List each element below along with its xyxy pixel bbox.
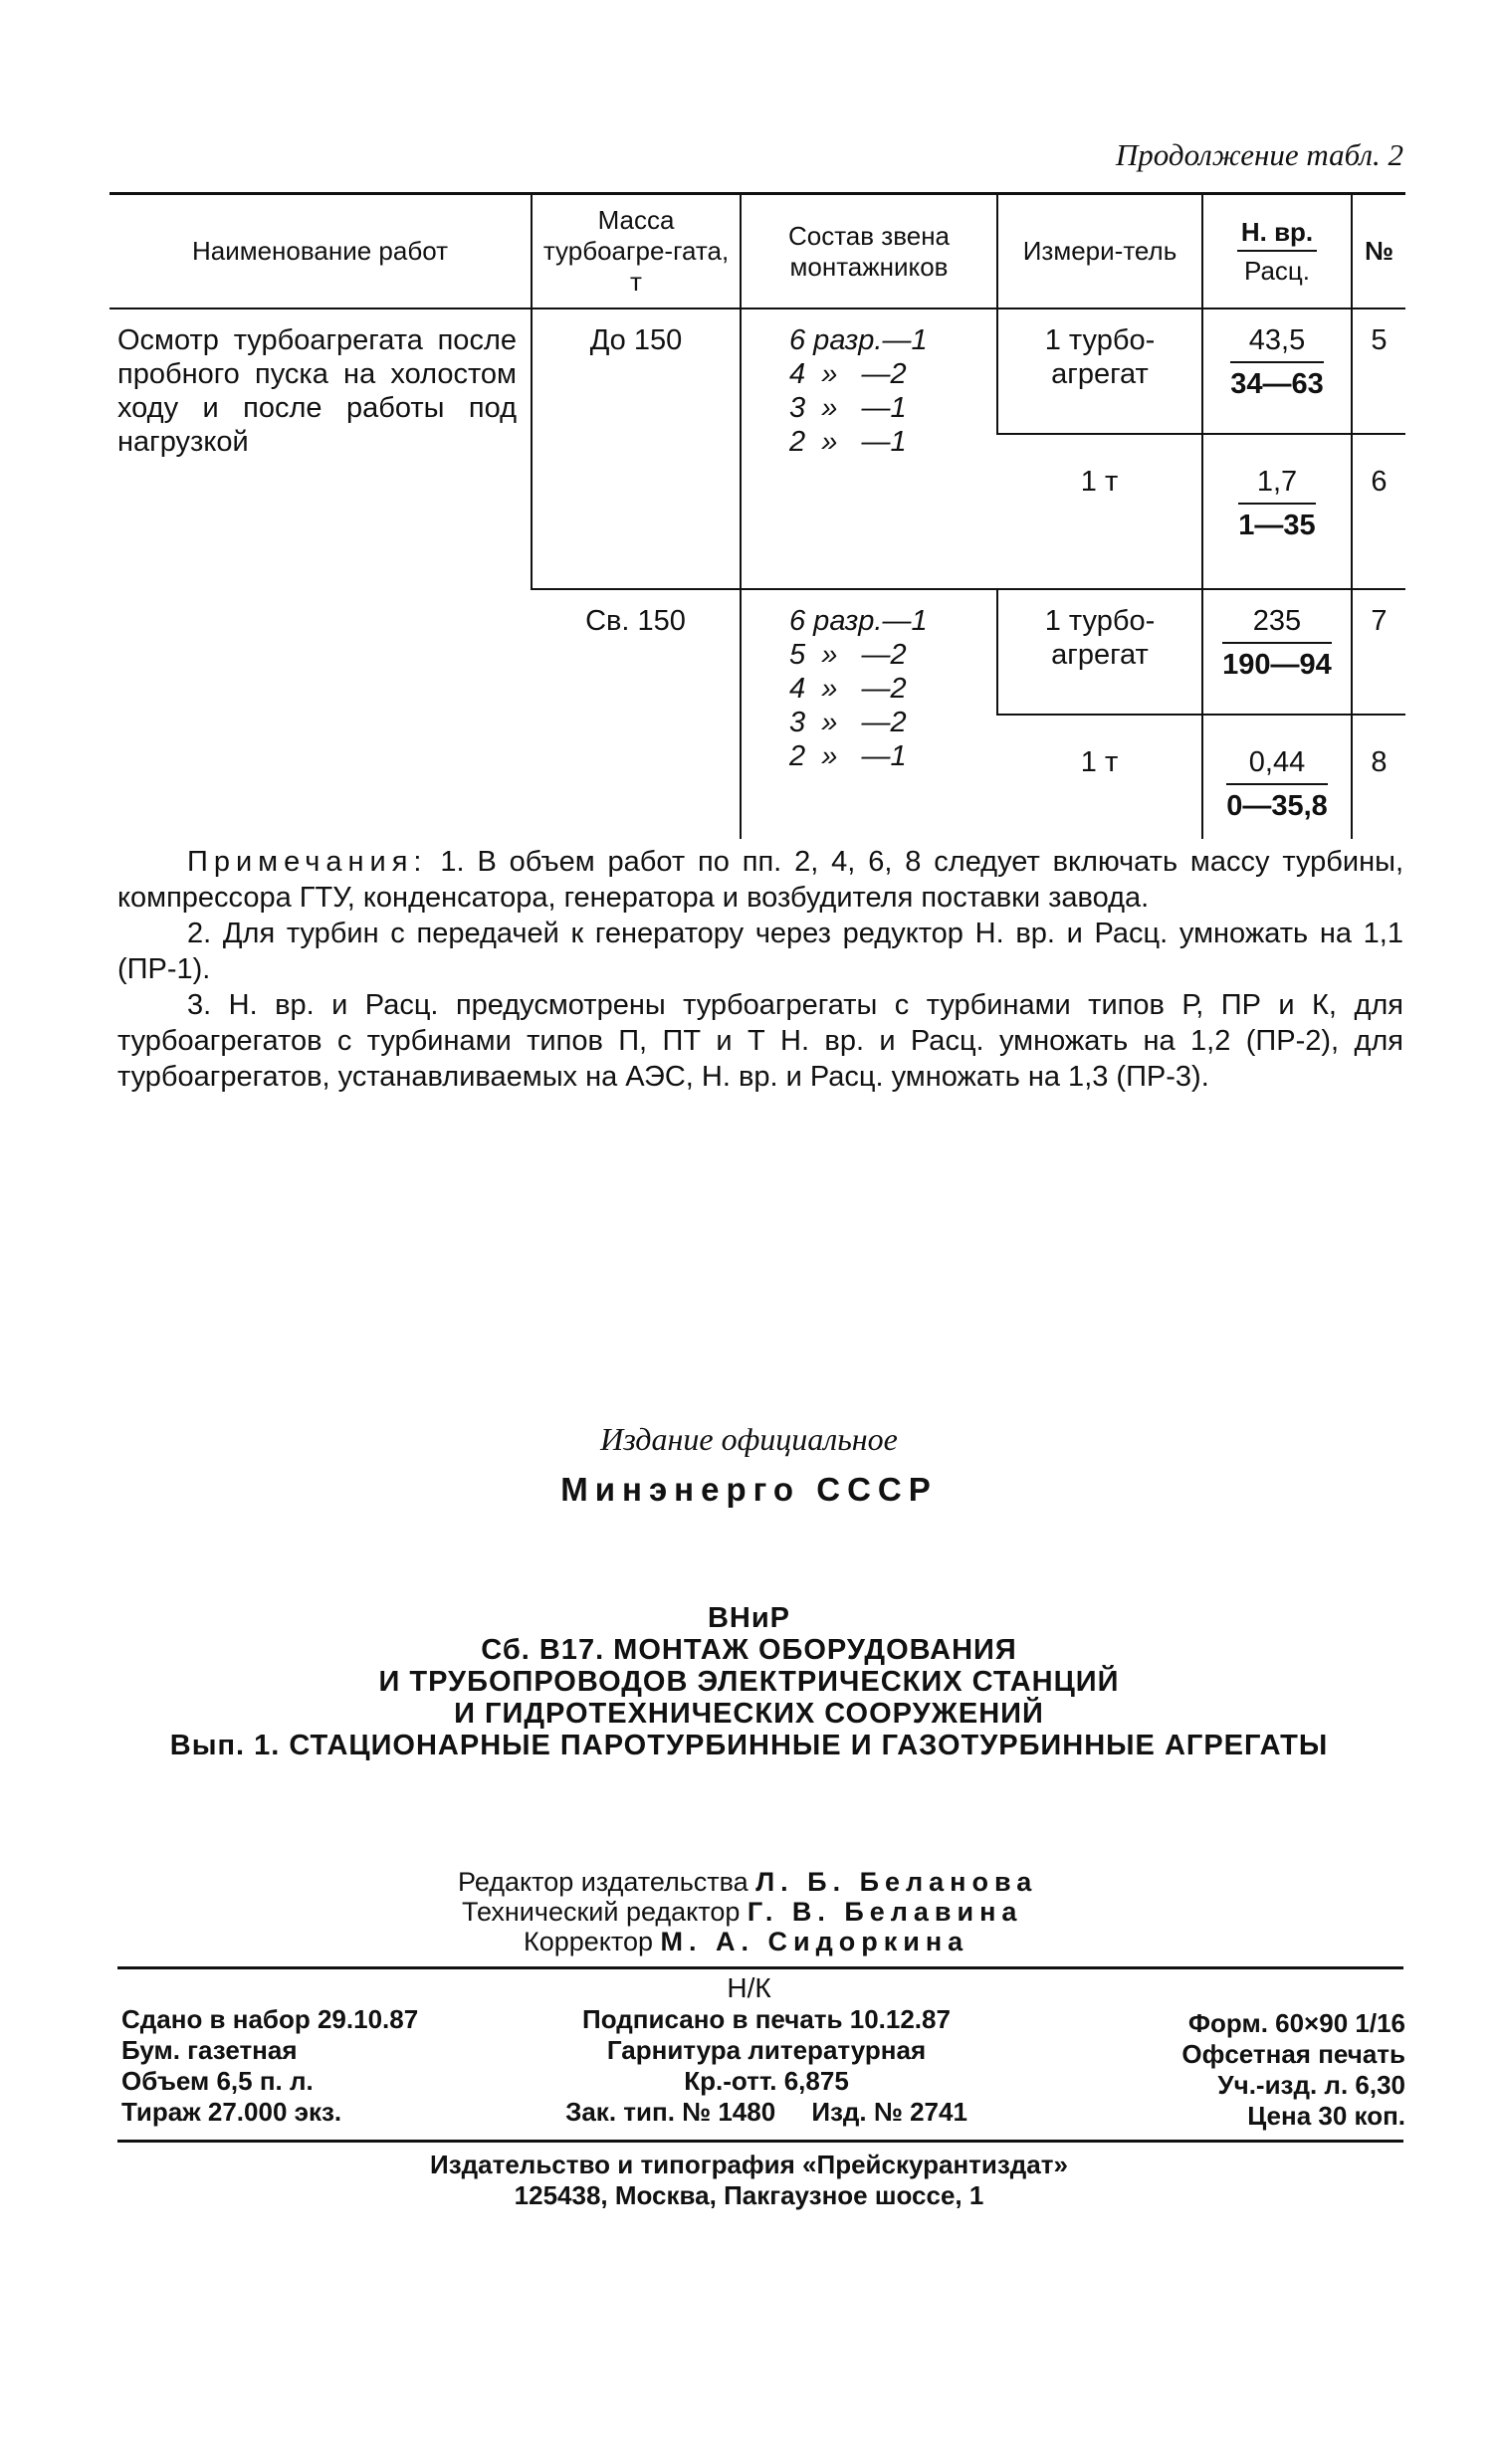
norm-cell: [1202, 715, 1352, 839]
header-mass: Масса турбоагре-гата, т: [532, 194, 741, 309]
unit-cell: 1 т: [1080, 746, 1119, 778]
notes-label: Примечания:: [187, 846, 428, 878]
unit-cell: 1 турбо-агрегат: [997, 589, 1202, 715]
publisher-name: Издательство и типография «Прейскурантиздат»: [430, 2150, 1068, 2179]
norm-cell: [1202, 308, 1352, 434]
header-unit: Измери-тель: [997, 194, 1202, 309]
editor-role: Технический редактор: [462, 1897, 741, 1927]
crew-cell: 6 разр.—1 5 » —2 4 » —2 3 » —2 2 » —1: [741, 589, 997, 839]
imprint-line: Подписано в печать 10.12.87: [582, 2004, 951, 2034]
norm-value: 1,7: [1238, 465, 1315, 505]
divider: [117, 1966, 1403, 1969]
title-line: И ГИДРОТЕХНИЧЕСКИХ СООРУЖЕНИЙ: [454, 1698, 1044, 1730]
norm-cell: [1202, 434, 1352, 589]
rate-value: 34—63: [1230, 368, 1324, 400]
title-line: И ТРУБОПРОВОДОВ ЭЛЕКТРИЧЕСКИХ СТАНЦИЙ: [378, 1666, 1120, 1698]
imprint-line: Гарнитура литературная: [606, 2035, 927, 2065]
imprint-line: Зак. тип. № 1480: [565, 2097, 776, 2127]
num-cell: 5: [1352, 308, 1405, 434]
publisher-block: [0, 2150, 1498, 2211]
table-row: [109, 308, 1405, 434]
title-line: Вып. 1. СТАЦИОНАРНЫЕ ПАРОТУРБИННЫЕ И ГАЗОТУРБИННЫЕ АГРЕГАТЫ: [169, 1730, 1329, 1761]
imprint-line: Цена 30 коп.: [1247, 2101, 1405, 2131]
header-crew: Состав звена монтажников: [741, 194, 997, 309]
rate-value: 1—35: [1238, 510, 1316, 541]
imprint-line: Офсетная печать: [1181, 2039, 1405, 2069]
imprint-line: Сдано в набор 29.10.87: [121, 2004, 419, 2034]
num-cell: 6: [1352, 434, 1405, 589]
imprint-line: Форм. 60×90 1/16: [1187, 2008, 1405, 2038]
imprint-line: Кр.-отт. 6,875: [684, 2066, 849, 2096]
imprint-line: Бум. газетная: [121, 2035, 298, 2065]
editor-name: Г. В. Белавина: [747, 1897, 1023, 1927]
mass-cell: Св. 150: [532, 589, 741, 839]
publisher-address: 125438, Москва, Пакгаузное шоссе, 1: [514, 2180, 984, 2210]
editor-role: Редактор издательства: [458, 1867, 749, 1897]
norm-cell: [1202, 589, 1352, 715]
note-2: 2. Для турбин с передачей к генератору через редуктор Н. вр. и Расц. умножать на 1,1 (ПР-1).: [117, 918, 1403, 985]
imprint-right: [1075, 2008, 1405, 2132]
unit-cell: 1 т: [1080, 466, 1119, 498]
header-work: Наименование работ: [109, 194, 532, 309]
norm-value: 235: [1222, 604, 1332, 644]
norm-value: 43,5: [1230, 323, 1324, 363]
title-line: Сб. В17. МОНТАЖ ОБОРУДОВАНИЯ: [481, 1634, 1017, 1666]
official-edition: Издание официальное: [600, 1421, 898, 1457]
editor-name: М. А. Сидоркина: [660, 1927, 969, 1956]
header-norm-bottom: Расц.: [1243, 255, 1311, 286]
num-cell: 7: [1352, 589, 1405, 715]
imprint-center: [508, 2004, 1025, 2128]
crew-cell: 6 разр.—1 4 » —2 3 » —1 2 » —1: [741, 308, 997, 589]
header-num: №: [1352, 194, 1405, 309]
work-name-cell: Осмотр турбоагрегата после пробного пуска на холостом ходу и после работы под нагрузкой: [117, 324, 517, 458]
editor-role: Корректор: [524, 1927, 654, 1956]
table-header-row: [109, 194, 1405, 309]
title-line: ВНиР: [707, 1602, 791, 1634]
editors-block: [458, 1867, 1037, 1956]
unit-cell: 1 турбо-агрегат: [997, 308, 1202, 434]
rate-value: 190—94: [1222, 649, 1332, 681]
divider: [117, 2140, 1403, 2143]
note-3: 3. Н. вр. и Расц. предусмотрены турбоагрегаты с турбинами типов Р, ПР и К, для турбоагрегатов с турбинами типов П, ПТ и Т Н. вр. и Расц. умножать на 1,2 (ПР-2), для турбоагрегатов, устанавливаемых на АЭС, Н. вр. и Расц. умножать на 1,3 (ПР-3).: [117, 989, 1403, 1093]
imprint-line: Изд. № 2741: [811, 2097, 967, 2127]
imprint-line: Объем 6,5 п. л.: [121, 2066, 314, 2096]
imprint-line: Тираж 27.000 экз.: [121, 2097, 342, 2127]
note-1: 1. В объем работ по пп. 2, 4, 6, 8 следует включать массу турбины, компрессора ГТУ, конденсатора, генератора и возбудителя поставки завода.: [117, 846, 1404, 914]
nk-label: Н/К: [727, 1972, 771, 2003]
continuation-label: Продолжение табл. 2: [1115, 137, 1403, 172]
ministry: Минэнерго СССР: [560, 1471, 938, 1508]
header-norm: [1202, 194, 1352, 309]
editor-name: Л. Б. Беланова: [755, 1867, 1038, 1897]
notes-block: [117, 844, 1403, 1095]
book-title: [0, 1602, 1498, 1761]
mass-cell: До 150: [532, 308, 741, 589]
num-cell: 8: [1352, 715, 1405, 839]
norms-table: [109, 192, 1405, 839]
imprint-line: Уч.-изд. л. 6,30: [1217, 2070, 1405, 2100]
header-norm-top: Н. вр.: [1237, 217, 1317, 252]
rate-value: 0—35,8: [1226, 790, 1328, 822]
norm-value: 0,44: [1226, 745, 1328, 785]
imprint-left: [121, 2004, 418, 2128]
